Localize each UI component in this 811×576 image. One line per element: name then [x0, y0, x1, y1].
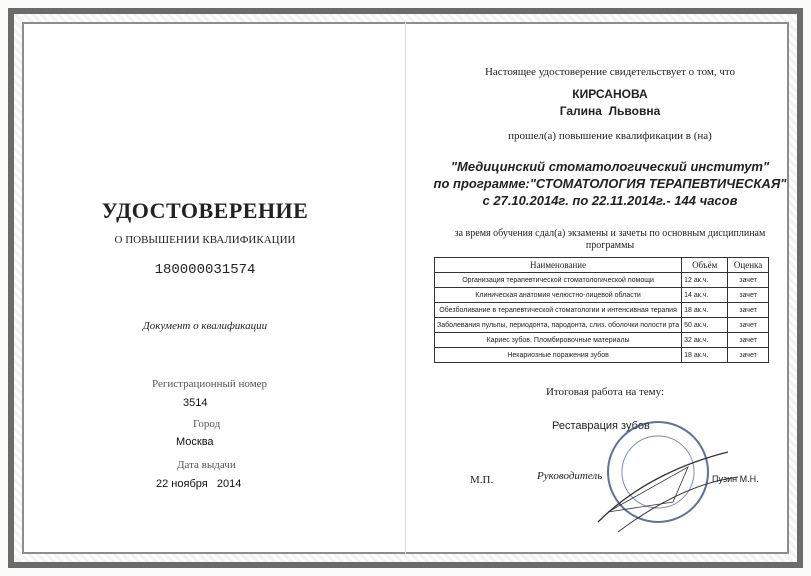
program-name: по программе:"СТОМАТОЛОГИЯ ТЕРАПЕВТИЧЕСКАЯ"	[433, 176, 787, 191]
disciplines-table	[434, 257, 769, 363]
discipline-name: Некариозные поражения зубов	[435, 348, 682, 363]
document-type: Документ о квалификации	[142, 320, 268, 332]
header-name: Наименование	[435, 258, 682, 273]
holder-last-name: КИРСАНОВА	[572, 87, 648, 101]
table-row	[435, 303, 769, 318]
final-work-topic: Реставрация зубов	[552, 420, 650, 432]
program-block	[410, 158, 810, 209]
institution-name: "Медицинский стоматологический институт"	[450, 159, 770, 174]
table-row	[435, 288, 769, 303]
program-period: с 27.10.2014г. по 22.11.2014г.- 144 часов	[482, 193, 738, 208]
registration-value: 3514	[183, 397, 208, 409]
discipline-volume: 14 ак.ч.	[682, 288, 728, 303]
issue-date-value: 22 ноября 2014	[156, 478, 242, 490]
discipline-grade: зачет	[728, 288, 769, 303]
issue-date-label: Дата выдачи	[177, 459, 236, 471]
discipline-name: Кариес зубов. Пломбировочные материалы	[435, 333, 682, 348]
stamp-place-label: М.П.	[470, 474, 494, 486]
final-work-label: Итоговая работа на тему:	[545, 386, 665, 398]
city-value: Москва	[176, 436, 214, 448]
discipline-name: Обезболивание в терапевтической стоматологии и интенсивная терапия	[435, 303, 682, 318]
discipline-name: Организация терапевтической стоматологической помощи	[435, 273, 682, 288]
discipline-volume: 18 ак.ч.	[682, 348, 728, 363]
passed-text: прошел(а) повышение квалификации в (на)	[508, 130, 712, 142]
discipline-name: Заболевания пульпы, периодонта, пародонта, слиз. оболочки полости рта	[435, 318, 682, 333]
table-row	[435, 273, 769, 288]
table-row	[435, 333, 769, 348]
exams-text-line1: за время обучения сдал(а) экзамены и зачеты по основным дисциплинам	[454, 228, 766, 239]
exams-text	[430, 228, 790, 252]
certificate-number: 180000031574	[154, 262, 256, 278]
exams-text-line2: программы	[585, 240, 635, 251]
holder-first-middle-name: Галина Львовна	[559, 104, 661, 118]
holder-name	[410, 86, 810, 120]
table-row	[435, 348, 769, 363]
city-label: Город	[193, 418, 221, 430]
discipline-grade: зачет	[728, 348, 769, 363]
fold-line	[405, 22, 406, 554]
header-grade: Оценка	[728, 258, 769, 273]
certifies-text: Настоящее удостоверение свидетельствует о том, что	[484, 66, 736, 78]
discipline-grade: зачет	[728, 273, 769, 288]
discipline-grade: зачет	[728, 333, 769, 348]
discipline-grade: зачет	[728, 318, 769, 333]
registration-label: Регистрационный номер	[152, 378, 268, 390]
table-header-row	[435, 258, 769, 273]
table-row	[435, 318, 769, 333]
document-title: УДОСТОВЕРЕНИЕ	[101, 198, 309, 223]
discipline-name: Клиническая анатомия челюстно-лицевой области	[435, 288, 682, 303]
document-subtitle: О ПОВЫШЕНИИ КВАЛИФИКАЦИИ	[114, 234, 296, 246]
head-label: Руководитель	[537, 470, 603, 482]
institution-seal	[578, 412, 738, 572]
discipline-grade: зачет	[728, 303, 769, 318]
discipline-volume: 12 ак.ч.	[682, 273, 728, 288]
discipline-volume: 50 ак.ч.	[682, 318, 728, 333]
head-name: Пузин М.Н.	[712, 474, 759, 484]
header-volume: Объём	[682, 258, 728, 273]
discipline-volume: 32 ак.ч.	[682, 333, 728, 348]
discipline-volume: 18 ак.ч.	[682, 303, 728, 318]
